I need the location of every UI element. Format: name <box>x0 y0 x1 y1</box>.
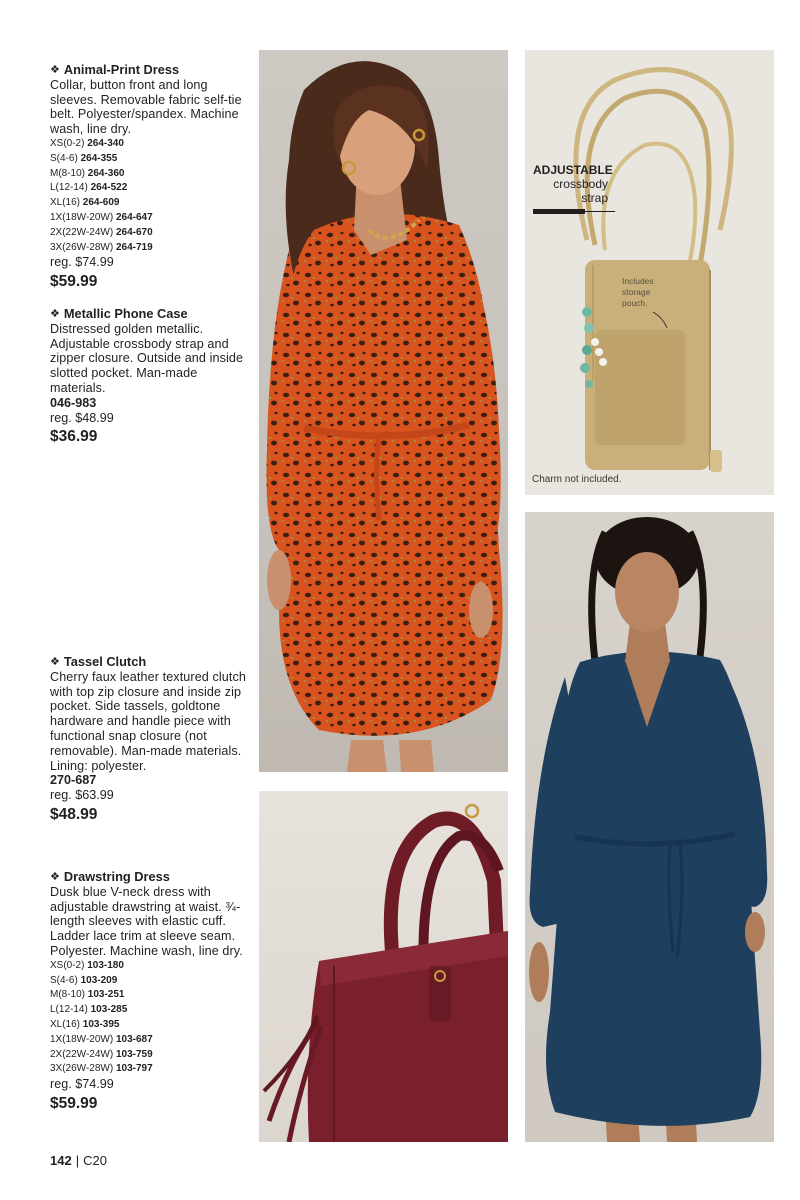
size-row: 1X(18W-20W) 264-647 <box>50 211 153 223</box>
product-description: Collar, button front and long sleeves. Removable fabric self-tie belt. Polyester/spandex. Machine wash, line dry. <box>50 77 242 137</box>
size-row: 3X(26W-28W) 103-797 <box>50 1063 153 1075</box>
product-title <box>50 870 250 885</box>
metallic-phone-case-photo <box>525 50 774 495</box>
sale-price: $59.99 <box>50 273 98 291</box>
size-list <box>50 137 250 255</box>
phone-case-with-strap <box>525 50 774 495</box>
product-sku: 270-687 <box>50 773 97 788</box>
callout-pointer-bar <box>533 209 585 214</box>
sale-price: $48.99 <box>50 805 98 823</box>
product-description: Dusk blue V-neck dress with adjustable drawstring at waist. ¾-length sleeves with elastic cuff. Ladder lace trim at sleeve seam. Polyester. Machine wash, line dry. <box>50 884 243 958</box>
product-title-text: Drawstring Dress <box>63 869 170 884</box>
product-tassel-clutch <box>50 655 250 825</box>
product-sku: 046-983 <box>50 395 97 410</box>
product-description: Cherry faux leather textured clutch with top zip closure and inside zip pocket. Side tassels, goldtone hardware and handle piece with functional snap closure (not removable). Man-made materials. Lining: polyester. <box>50 669 246 773</box>
product-title <box>50 307 250 322</box>
model-in-drawstring-dress <box>525 512 774 1142</box>
callout-text: crossbody <box>553 177 608 191</box>
cherry-tassel-clutch <box>259 791 508 1142</box>
size-row: S(4-6) 103-209 <box>50 974 118 986</box>
callout-text: strap <box>581 191 608 205</box>
product-title-text: Tassel Clutch <box>63 654 147 669</box>
tassel-clutch-photo <box>259 791 508 1142</box>
callout-bold-text: ADJUSTABLE <box>533 163 613 177</box>
storage-pouch-note: Includes storage pouch. <box>622 276 654 308</box>
drawstring-dress-photo <box>525 512 774 1142</box>
size-row: 2X(22W-24W) 264-670 <box>50 226 153 238</box>
size-row: L(12-14) 103-285 <box>50 1004 128 1016</box>
animal-print-dress-photo <box>259 50 508 772</box>
regular-price: reg. $63.99 <box>50 788 114 803</box>
size-row: XL(16) 103-395 <box>50 1018 120 1030</box>
charm-disclaimer: Charm not included. <box>532 474 622 485</box>
sale-price: $59.99 <box>50 1094 98 1112</box>
size-row: 1X(18W-20W) 103-687 <box>50 1033 153 1045</box>
product-metallic-phone-case <box>50 307 250 447</box>
product-title-text: Animal-Print Dress <box>63 62 180 77</box>
size-list <box>50 959 250 1077</box>
product-title-text: Metallic Phone Case <box>63 306 188 321</box>
size-row: S(4-6) 264-355 <box>50 152 118 164</box>
size-row: 3X(26W-28W) 264-719 <box>50 241 153 253</box>
regular-price: reg. $74.99 <box>50 1077 114 1092</box>
diamond-bullet-icon: ❖ <box>50 64 60 76</box>
size-row: L(12-14) 264-522 <box>50 182 128 194</box>
size-row: XS(0-2) 103-180 <box>50 959 124 971</box>
regular-price: reg. $48.99 <box>50 410 114 425</box>
size-row: M(8-10) 264-360 <box>50 167 125 179</box>
footer-separator: | <box>75 1153 80 1168</box>
page-footer <box>50 1153 107 1168</box>
section-code: C20 <box>83 1153 107 1168</box>
size-row: XL(16) 264-609 <box>50 197 120 209</box>
diamond-bullet-icon: ❖ <box>50 656 60 668</box>
regular-price: reg. $74.99 <box>50 255 114 270</box>
adjustable-strap-callout <box>533 163 613 205</box>
model-in-animal-print-dress <box>259 50 508 772</box>
diamond-bullet-icon: ❖ <box>50 308 60 320</box>
product-title <box>50 63 250 78</box>
page-number: 142 <box>50 1153 72 1168</box>
product-title <box>50 655 250 670</box>
sale-price: $36.99 <box>50 428 98 446</box>
size-row: 2X(22W-24W) 103-759 <box>50 1048 153 1060</box>
product-drawstring-dress <box>50 870 250 1114</box>
size-row: M(8-10) 103-251 <box>50 989 125 1001</box>
diamond-bullet-icon: ❖ <box>50 871 60 883</box>
product-animal-print-dress <box>50 63 250 292</box>
product-description: Distressed golden metallic. Adjustable crossbody strap and zipper closure. Outside and inside slotted pocket. Man-made materials. <box>50 321 244 395</box>
size-row: XS(0-2) 264-340 <box>50 137 124 149</box>
